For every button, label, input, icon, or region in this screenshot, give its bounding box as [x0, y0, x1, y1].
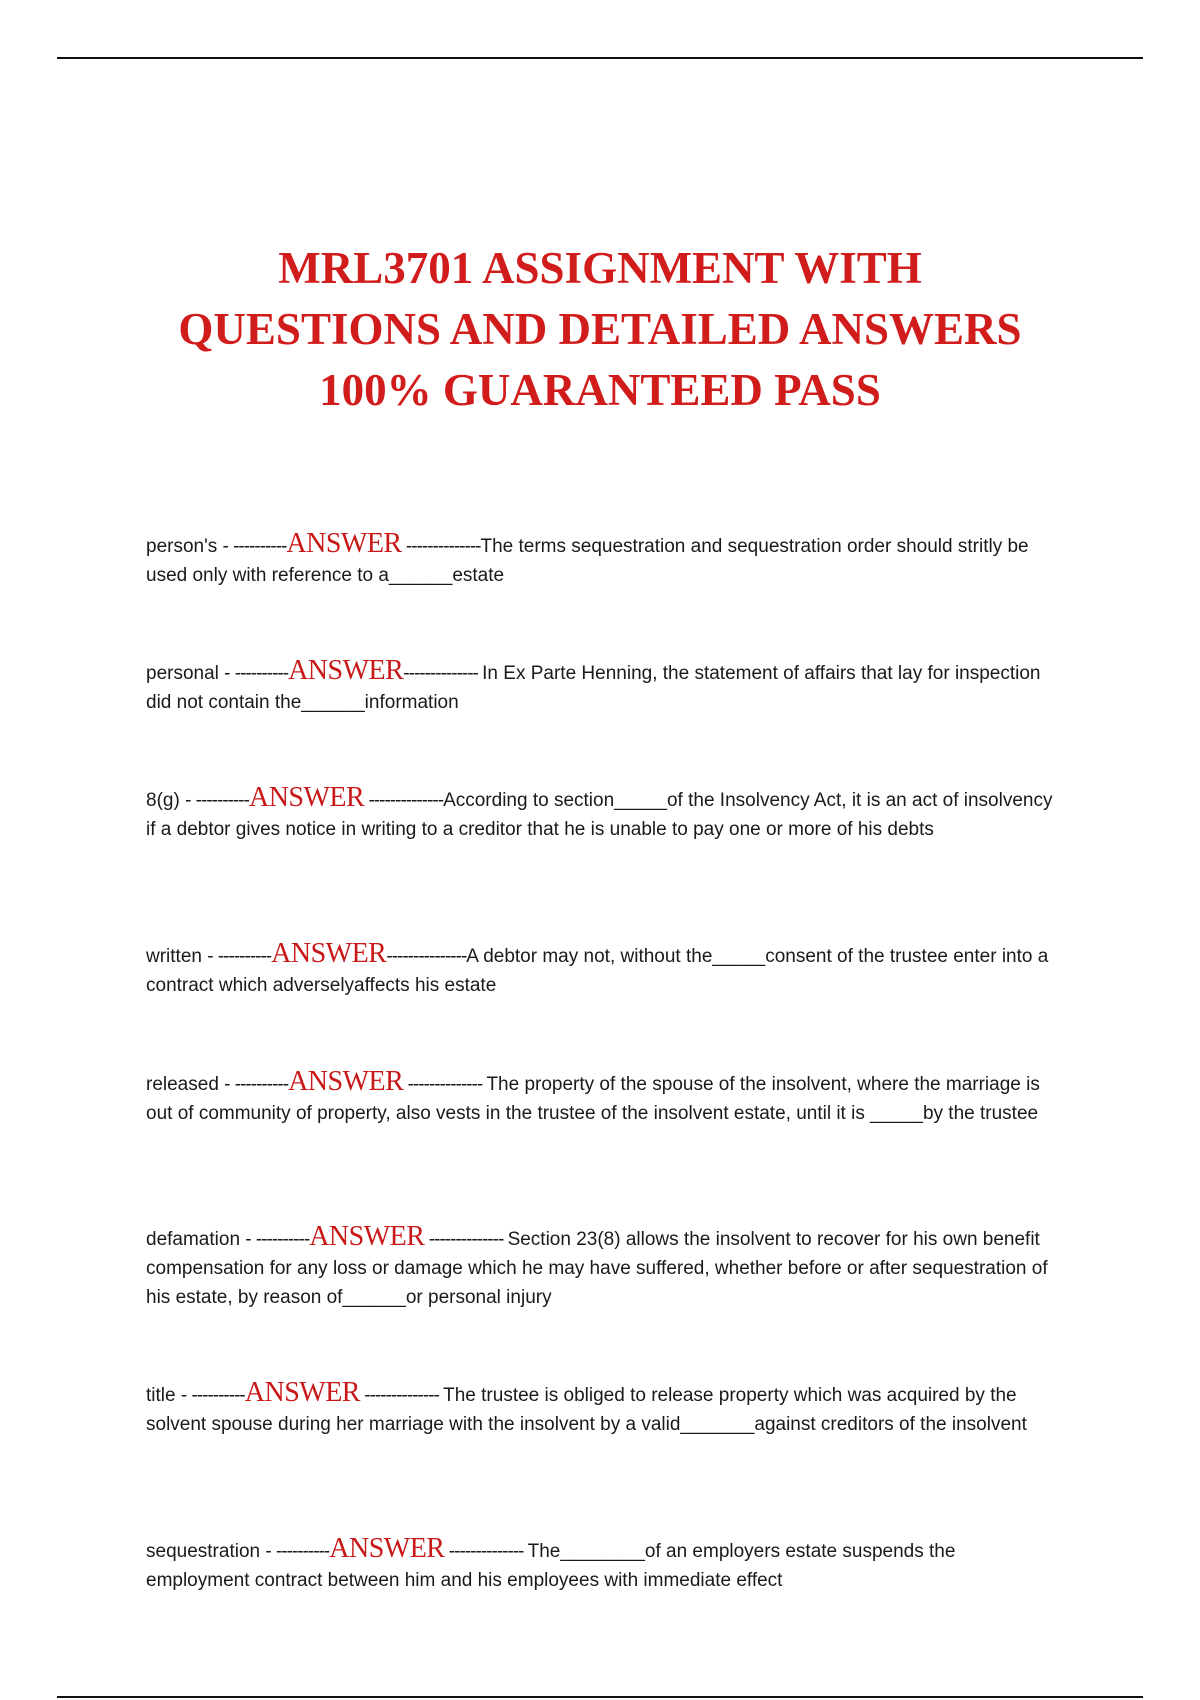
- question-text: The terms sequestration and sequestration order should stritly be used only with reference to a______estate: [146, 536, 1029, 586]
- answer-term: released -: [146, 1074, 231, 1095]
- dash-separator: ----------: [187, 1385, 245, 1406]
- dash-separator: --------------: [401, 536, 481, 557]
- qa-entry-1: [146, 529, 1062, 590]
- answer-term: person's -: [146, 536, 229, 557]
- dash-separator: --------------: [424, 1229, 508, 1250]
- qa-entry-3: [146, 783, 1062, 844]
- document-title: [60, 238, 1140, 421]
- question-text: The property of the spouse of the insolvent, where the marriage is out of community of property, also vests in the trustee of the insolvent estate, until it is _____by the trustee: [146, 1074, 1040, 1124]
- qa-entry-8: [146, 1534, 1062, 1595]
- question-text: In Ex Parte Henning, the statement of affairs that lay for inspection did not contain the______information: [146, 663, 1041, 713]
- dash-separator: --------------: [364, 790, 444, 811]
- question-text: The trustee is obliged to release property which was acquired by the solvent spouse during her marriage with the insolvent by a valid_______against creditors of the insolvent: [146, 1385, 1027, 1435]
- title-line-3: 100% GUARANTEED PASS: [319, 365, 881, 415]
- title-line-2: QUESTIONS AND DETAILED ANSWERS: [178, 304, 1022, 354]
- answer-term: written -: [146, 946, 214, 967]
- dash-separator: --------------: [403, 663, 483, 684]
- answer-term: personal -: [146, 663, 231, 684]
- answer-label: ANSWER: [309, 1221, 425, 1252]
- answer-label: ANSWER: [271, 938, 387, 969]
- dash-separator: ----------: [251, 1229, 310, 1250]
- bottom-rule: [57, 1696, 1143, 1698]
- dash-separator: ----------: [213, 946, 272, 967]
- qa-entry-7: [146, 1378, 1062, 1439]
- question-text: A debtor may not, without the_____consent of the trustee enter into a contract which adverselyaffects his estate: [146, 946, 1049, 996]
- answer-term: sequestration -: [146, 1541, 272, 1562]
- dash-separator: ----------: [271, 1541, 330, 1562]
- answer-term: defamation -: [146, 1229, 252, 1250]
- question-text: Section 23(8) allows the insolvent to recover for his own benefit compensation for any loss or damage which he may have suffered, whether before or after sequestration of his estate, by reason of______or personal injury: [146, 1229, 1048, 1308]
- question-text: The________of an employers estate suspends the employment contract between him and his employees with immediate effect: [146, 1541, 956, 1591]
- dash-separator: ----------: [191, 790, 249, 811]
- qa-entry-5: [146, 1067, 1062, 1128]
- answer-label: ANSWER: [329, 1533, 445, 1564]
- dash-separator: ----------: [230, 663, 289, 684]
- dash-separator: --------------: [403, 1074, 487, 1095]
- top-rule: [57, 57, 1143, 59]
- dash-separator: ---------------: [386, 946, 467, 967]
- answer-label: ANSWER: [244, 1377, 360, 1408]
- dash-separator: --------------: [444, 1541, 528, 1562]
- answer-label: ANSWER: [288, 655, 404, 686]
- answer-term: 8(g) -: [146, 790, 192, 811]
- question-text: According to section_____of the Insolvency Act, it is an act of insolvency if a debtor gives notice in writing to a creditor that he is unable to pay one or more of his debts: [146, 790, 1053, 840]
- answer-label: ANSWER: [288, 1066, 404, 1097]
- answer-label: ANSWER: [248, 782, 365, 813]
- qa-entry-2: [146, 656, 1062, 717]
- answer-term: title -: [146, 1385, 188, 1406]
- qa-entry-6: [146, 1222, 1062, 1312]
- title-line-1: MRL3701 ASSIGNMENT WITH: [278, 243, 922, 293]
- qa-entry-4: [146, 939, 1062, 1000]
- dash-separator: --------------: [359, 1385, 444, 1406]
- dash-separator: ----------: [228, 536, 287, 557]
- answer-label: ANSWER: [286, 528, 402, 559]
- dash-separator: ----------: [230, 1074, 289, 1095]
